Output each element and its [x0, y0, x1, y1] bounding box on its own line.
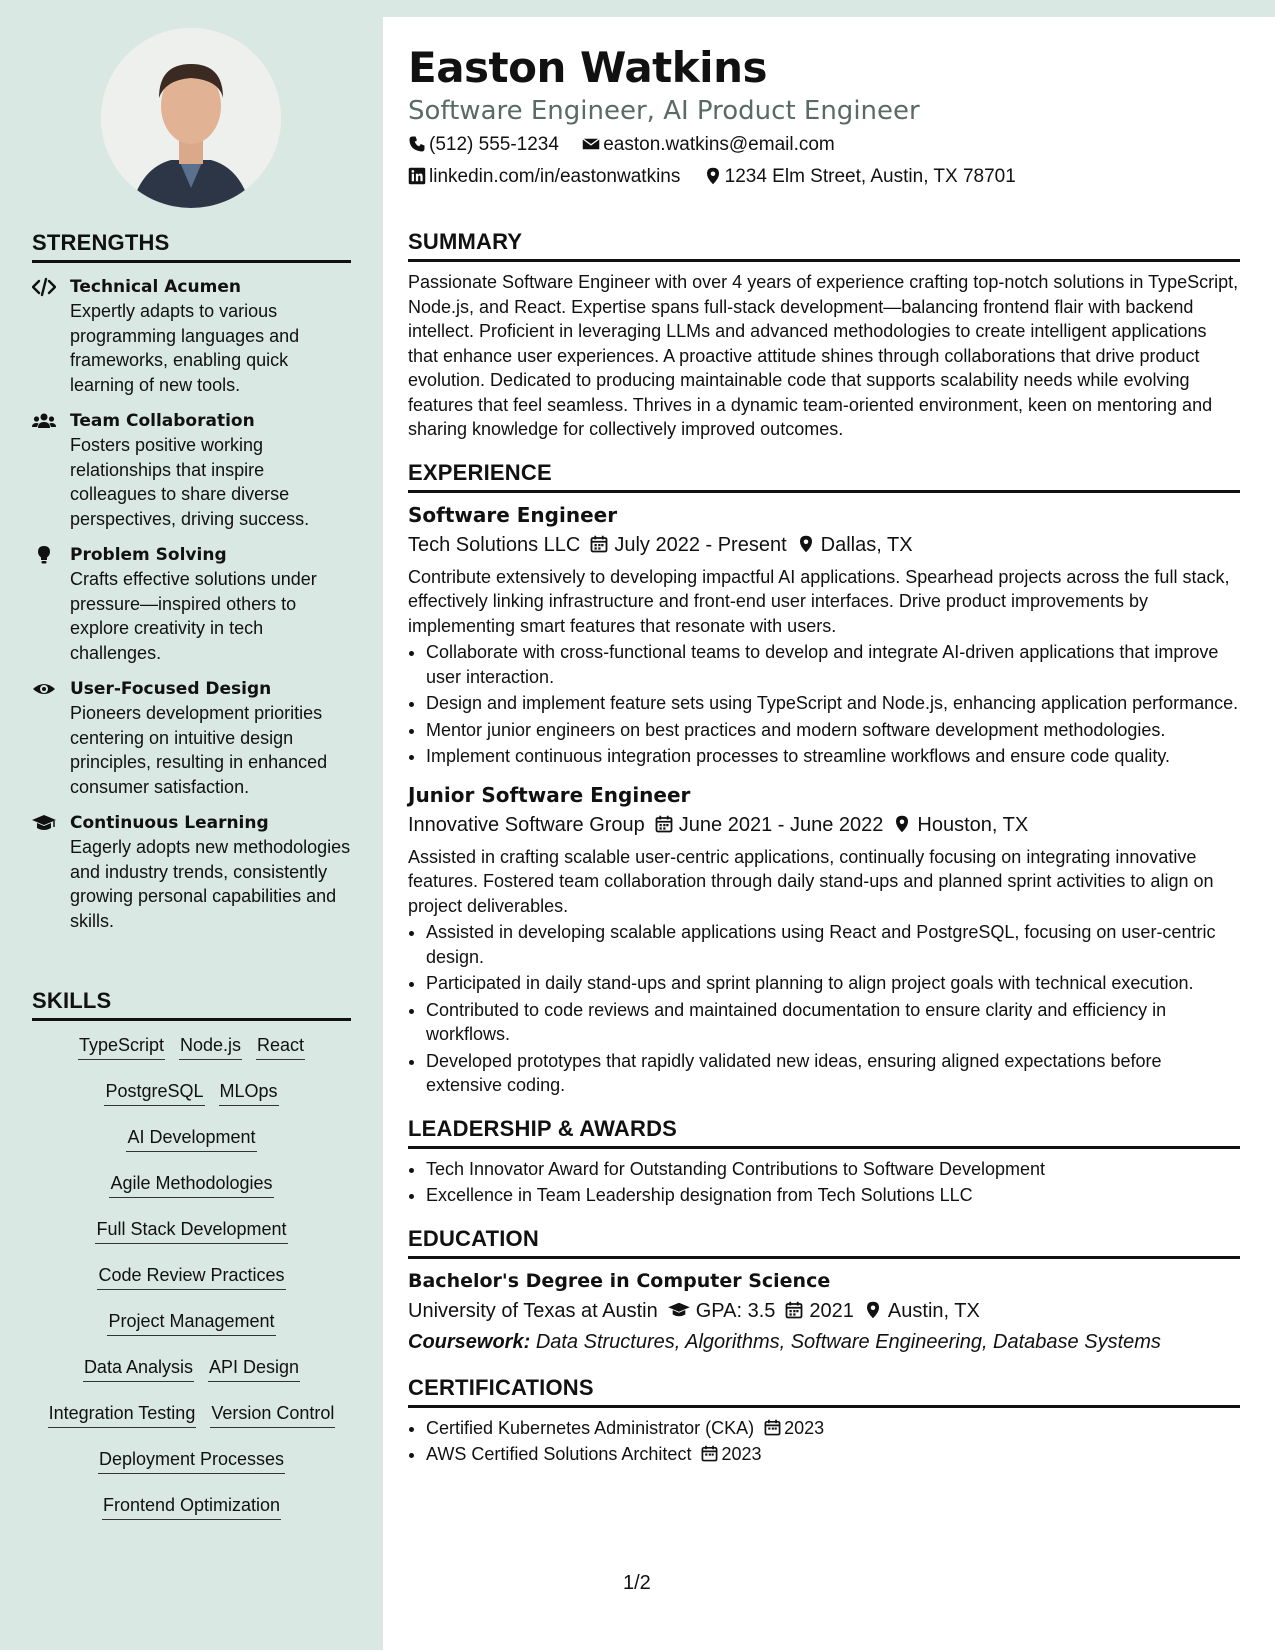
strength-item	[32, 543, 351, 665]
company: Tech Solutions LLC	[408, 533, 581, 556]
education-location: Austin, TX	[887, 1299, 980, 1322]
strength-name: Continuous Learning	[70, 813, 269, 833]
job-entry	[408, 781, 1240, 1098]
strength-item	[32, 409, 351, 531]
job-meta	[408, 529, 1240, 561]
skills-title: SKILLS	[32, 988, 351, 1021]
job-location: Houston, TX	[917, 813, 1029, 836]
strength-name: Problem Solving	[70, 545, 227, 565]
job-description: Assisted in crafting scalable user-centric applications, continually focusing on integrating innovative features. Fostered team collaboration through daily stand-ups and planned sprint activities to align on project deliverables.	[408, 846, 1214, 916]
certification-item	[426, 1442, 1240, 1467]
summary-title: SUMMARY	[408, 229, 1240, 262]
strength-desc: Crafts effective solutions under pressure—inspired others to explore creativity in tech challenges.	[70, 569, 317, 663]
list-item: • Excellence in Team Leadership designation from Tech Solutions LLC	[426, 1183, 1240, 1208]
skill-tag: API Design	[208, 1355, 300, 1382]
profile-photo	[101, 28, 281, 208]
strength-desc: Eagerly adopts new methodologies and industry trends, consistently growing personal capabilities and skills.	[70, 837, 351, 931]
skills-list	[32, 1033, 351, 1520]
strengths-title: STRENGTHS	[32, 230, 351, 263]
strength-desc: Fosters positive working relationships that inspire colleagues to share diverse perspectives, driving success.	[70, 435, 310, 529]
skill-tag: Full Stack Development	[95, 1217, 287, 1244]
certification-year: 2023	[784, 1417, 825, 1438]
job-entry	[408, 501, 1240, 769]
linkedin-item[interactable]	[408, 166, 680, 187]
job-meta	[408, 809, 1240, 841]
skill-tag: Project Management	[107, 1309, 275, 1336]
certifications-section	[408, 1375, 1240, 1467]
certifications-title: CERTIFICATIONS	[408, 1375, 1240, 1408]
education-meta	[408, 1295, 1240, 1327]
certification-name: AWS Certified Solutions Architect	[426, 1444, 692, 1464]
eye-icon	[32, 679, 56, 699]
skills-section	[32, 988, 351, 1539]
skill-row	[32, 1263, 351, 1290]
strength-desc: Pioneers development priorities centering on intuitive design principles, resulting in enhanced consumer satisfaction.	[70, 703, 328, 797]
summary-text: Passionate Software Engineer with over 4 years of experience crafting top-notch solutions in TypeScript, Node.js, and React. Expertise spans full-stack development—balancing frontend flair with backend intellect. Proficient in leveraging LLMs and advanced methodologies to create intelligent applications that enhance user experiences. A proactive attitude shines through collaborations that drive product evolution. Dedicated to producing maintainable code that supports scalability needs while evolving features that feel seamless. Thrives in a dynamic team-oriented environment, keen on mentoring and sharing knowledge for collectively improved outcomes.	[408, 272, 1239, 439]
company: Innovative Software Group	[408, 813, 645, 836]
skill-row	[32, 1309, 351, 1336]
list-item: • Mentor junior engineers on best practices and modern software development methodologies.	[426, 718, 1240, 743]
skill-row	[32, 1493, 351, 1520]
certification-item	[426, 1416, 1240, 1441]
list-item: • Collaborate with cross-functional teams to develop and integrate AI-driven applications that improve user interaction.	[426, 640, 1240, 689]
job-title: Junior Software Engineer	[408, 782, 691, 807]
skill-tag: PostgreSQL	[104, 1079, 204, 1106]
coursework	[408, 1327, 1240, 1357]
job-bullets	[408, 920, 1240, 1098]
jobs-list	[408, 501, 1240, 1098]
skill-row	[32, 1217, 351, 1244]
page-number: 1/2	[623, 1572, 651, 1594]
calendar-icon	[764, 1419, 781, 1436]
school: University of Texas at Austin	[408, 1299, 658, 1322]
map-pin-icon	[864, 1301, 882, 1319]
summary-section	[408, 229, 1240, 442]
skill-row	[32, 1125, 351, 1152]
address-item	[704, 166, 1016, 187]
avatar	[101, 28, 281, 208]
skill-tag: Agile Methodologies	[109, 1171, 273, 1198]
job-title: Software Engineer	[408, 502, 618, 527]
users-icon	[32, 411, 56, 431]
phone-text: (512) 555-1234	[429, 134, 559, 155]
code-icon	[32, 277, 56, 297]
leadership-list	[408, 1157, 1240, 1208]
skill-tag: Node.js	[179, 1033, 242, 1060]
list-item: • Contributed to code reviews and maintained documentation to ensure clarity and efficiency in workflows.	[426, 998, 1240, 1047]
map-pin-icon	[704, 167, 722, 185]
calendar-icon	[701, 1445, 718, 1462]
skill-row	[32, 1447, 351, 1474]
calendar-icon	[590, 535, 608, 553]
strength-item	[32, 677, 351, 799]
skill-tag: Integration Testing	[48, 1401, 197, 1428]
list-item: • Developed prototypes that rapidly validated new ideas, ensuring aligned expectations before extensive coding.	[426, 1049, 1240, 1098]
email-text: easton.watkins@email.com	[603, 134, 835, 155]
skill-row	[32, 1171, 351, 1198]
leadership-title: LEADERSHIP & AWARDS	[408, 1116, 1240, 1149]
experience-section	[408, 460, 1240, 1098]
strength-item	[32, 275, 351, 397]
envelope-icon	[582, 135, 600, 153]
skill-tag: Deployment Processes	[98, 1447, 285, 1474]
map-pin-icon	[893, 815, 911, 833]
main-content	[408, 17, 1240, 1469]
address-text: 1234 Elm Street, Austin, TX 78701	[724, 166, 1016, 187]
certifications-list	[408, 1416, 1240, 1467]
coursework-text: Data Structures, Algorithms, Software Engineering, Database Systems	[535, 1330, 1161, 1353]
list-item: • Design and implement feature sets using TypeScript and Node.js, enhancing application performance.	[426, 691, 1240, 716]
contact-line-2	[408, 161, 1240, 193]
education-title: EDUCATION	[408, 1226, 1240, 1259]
job-description: Contribute extensively to developing impactful AI applications. Spearhead projects across the full stack, effectively linking infrastructure and front-end user interfaces. Drive product improvements by implementing smart features that resonate with users.	[408, 566, 1230, 636]
job-location: Dallas, TX	[820, 533, 913, 556]
strength-desc: Expertly adapts to various programming languages and frameworks, enabling quick learning of new tools.	[70, 301, 300, 395]
job-dates: July 2022 - Present	[614, 533, 787, 556]
skill-tag: AI Development	[126, 1125, 256, 1152]
linkedin-text: linkedin.com/in/eastonwatkins	[429, 166, 681, 187]
skill-tag: React	[256, 1033, 305, 1060]
map-pin-icon	[797, 535, 815, 553]
email-item[interactable]	[582, 134, 835, 155]
certification-year: 2023	[721, 1444, 762, 1464]
education-section	[408, 1226, 1240, 1357]
list-item: • Participated in daily stand-ups and sprint planning to align project goals with technical execution.	[426, 971, 1240, 996]
certification-name: Certified Kubernetes Administrator (CKA)	[426, 1417, 755, 1438]
strength-item	[32, 811, 351, 933]
skill-tag: Version Control	[210, 1401, 335, 1428]
graduation-cap-icon	[668, 1301, 690, 1319]
skill-tag: Code Review Practices	[97, 1263, 285, 1290]
linkedin-icon	[408, 167, 426, 185]
list-item: • Implement continuous integration processes to streamline workflows and ensure code quality.	[426, 744, 1240, 769]
list-item: • Assisted in developing scalable applications using React and PostgreSQL, focusing on user-centric design.	[426, 920, 1240, 969]
skill-tag: Data Analysis	[83, 1355, 194, 1382]
coursework-label: Coursework:	[408, 1330, 531, 1353]
skill-tag: Frontend Optimization	[102, 1493, 281, 1520]
calendar-icon	[655, 815, 673, 833]
skill-row	[32, 1079, 351, 1106]
phone-item	[408, 134, 559, 155]
sidebar	[0, 0, 383, 1650]
calendar-icon	[785, 1301, 803, 1319]
strengths-section	[32, 230, 351, 933]
degree: Bachelor's Degree in Computer Science	[408, 1269, 831, 1292]
skill-row	[32, 1033, 351, 1060]
skill-row	[32, 1401, 351, 1428]
job-dates: June 2021 - June 2022	[678, 813, 884, 836]
strength-name: Team Collaboration	[70, 411, 255, 431]
skill-tag: TypeScript	[78, 1033, 165, 1060]
candidate-role: Software Engineer, AI Product Engineer	[408, 96, 920, 126]
graduation-cap-icon	[32, 813, 56, 833]
gpa: GPA: 3.5	[695, 1299, 776, 1322]
strength-name: Technical Acumen	[70, 277, 241, 297]
experience-title: EXPERIENCE	[408, 460, 1240, 493]
strength-name: User-Focused Design	[70, 679, 272, 699]
skill-row	[32, 1355, 351, 1382]
list-item: • Tech Innovator Award for Outstanding Contributions to Software Development	[426, 1157, 1240, 1182]
phone-icon	[408, 135, 426, 153]
leadership-section	[408, 1116, 1240, 1208]
contact-line-1	[408, 129, 1240, 161]
lightbulb-icon	[32, 545, 56, 565]
candidate-name: Easton Watkins	[408, 43, 767, 92]
skill-tag: MLOps	[219, 1079, 279, 1106]
grad-year: 2021	[809, 1299, 854, 1322]
job-bullets	[408, 640, 1240, 769]
